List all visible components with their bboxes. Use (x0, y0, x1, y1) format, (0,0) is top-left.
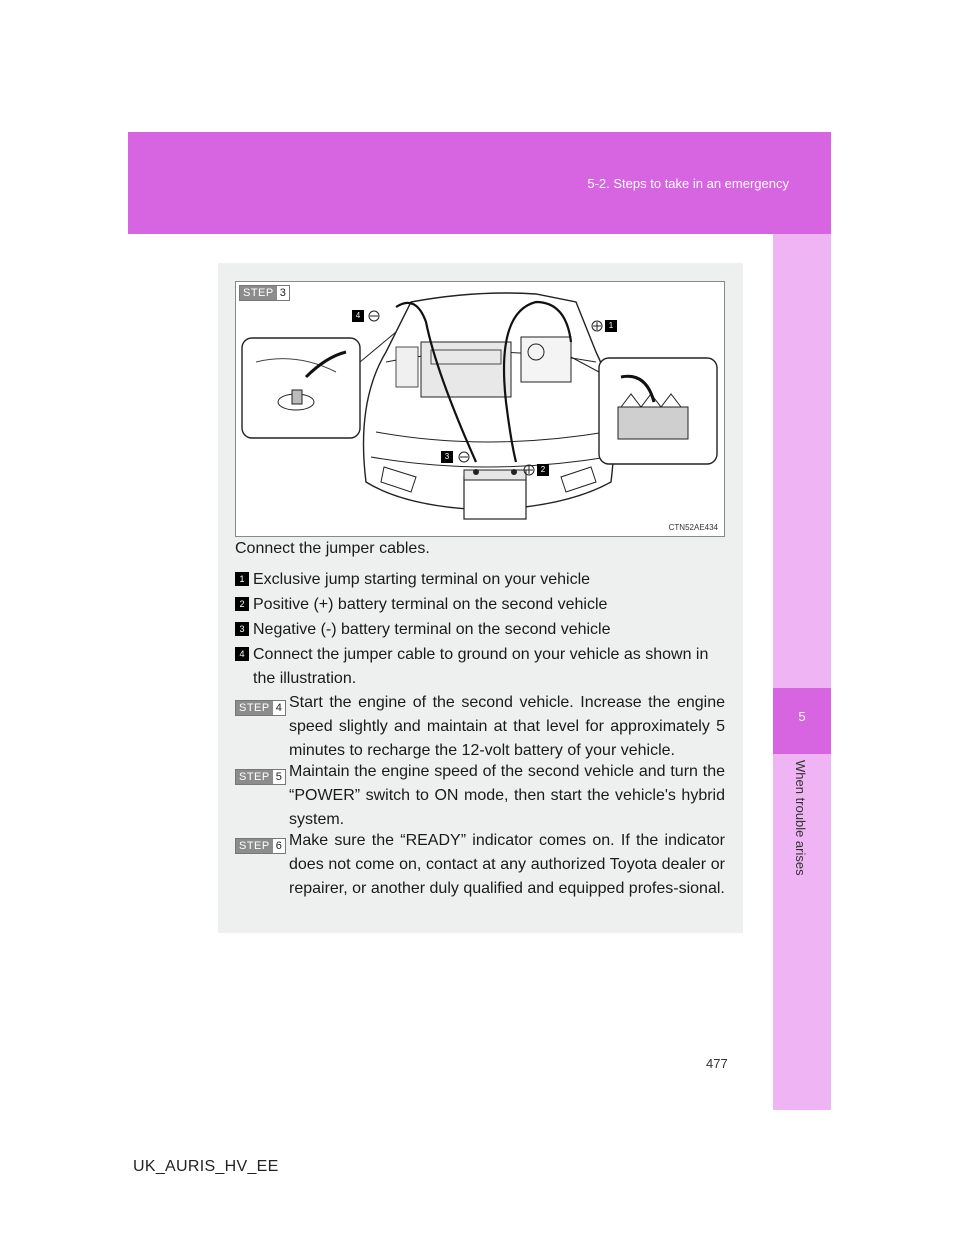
step-text: Maintain the engine speed of the second vehicle and turn the “POWER” switch to ON mode, then start the vehicle's hybrid system. (289, 763, 725, 828)
step-4 (235, 691, 725, 763)
callout-2: 2 (537, 464, 549, 476)
callout-1: 1 (605, 320, 617, 332)
list-item: 2 Positive (+) battery terminal on the second vehicle (235, 593, 723, 617)
step-text: Make sure the “READY” indicator comes on. If the indicator does not come on, contact at any authorized Toyota dealer or repairer, or another duly qualified and equipped profes-sional. (289, 832, 725, 897)
illustration (235, 281, 725, 537)
item-marker: 1 (235, 572, 249, 586)
step-badge-6: STEP 6 (235, 838, 286, 854)
jump-start-illustration (236, 282, 724, 536)
list-item: 3 Negative (-) battery terminal on the second vehicle (235, 618, 723, 642)
page-number: 477 (706, 1056, 728, 1071)
chapter-side-tab (773, 234, 831, 1110)
step-badge-5: STEP 5 (235, 769, 286, 785)
list-item: 1 Exclusive jump starting terminal on your vehicle (235, 568, 723, 592)
step-badge-3: STEP 3 (239, 285, 290, 301)
chapter-title: When trouble arises (793, 760, 808, 876)
item-marker: 2 (235, 597, 249, 611)
list-item: 4 Connect the jumper cable to ground on your vehicle as shown in the illustration. (235, 643, 723, 691)
chapter-number: 5 (773, 688, 831, 754)
step-6 (235, 829, 725, 901)
item-marker: 3 (235, 622, 249, 636)
callout-4: 4 (352, 310, 364, 322)
header-band (128, 132, 831, 234)
intro-text: Connect the jumper cables. (235, 540, 430, 557)
content-box (218, 263, 743, 933)
step-5 (235, 760, 725, 832)
section-title: 5-2. Steps to take in an emergency (587, 176, 789, 191)
footer-code: UK_AURIS_HV_EE (133, 1158, 279, 1175)
item-marker: 4 (235, 647, 249, 661)
callout-3: 3 (441, 451, 453, 463)
step-badge-4: STEP 4 (235, 700, 286, 716)
illustration-code: CTN52AE434 (668, 523, 718, 532)
step-text: Start the engine of the second vehicle. Increase the engine speed slightly and maintain at that level for approximately 5 minutes to recharge the 12-volt battery of your vehicle. (289, 694, 725, 759)
